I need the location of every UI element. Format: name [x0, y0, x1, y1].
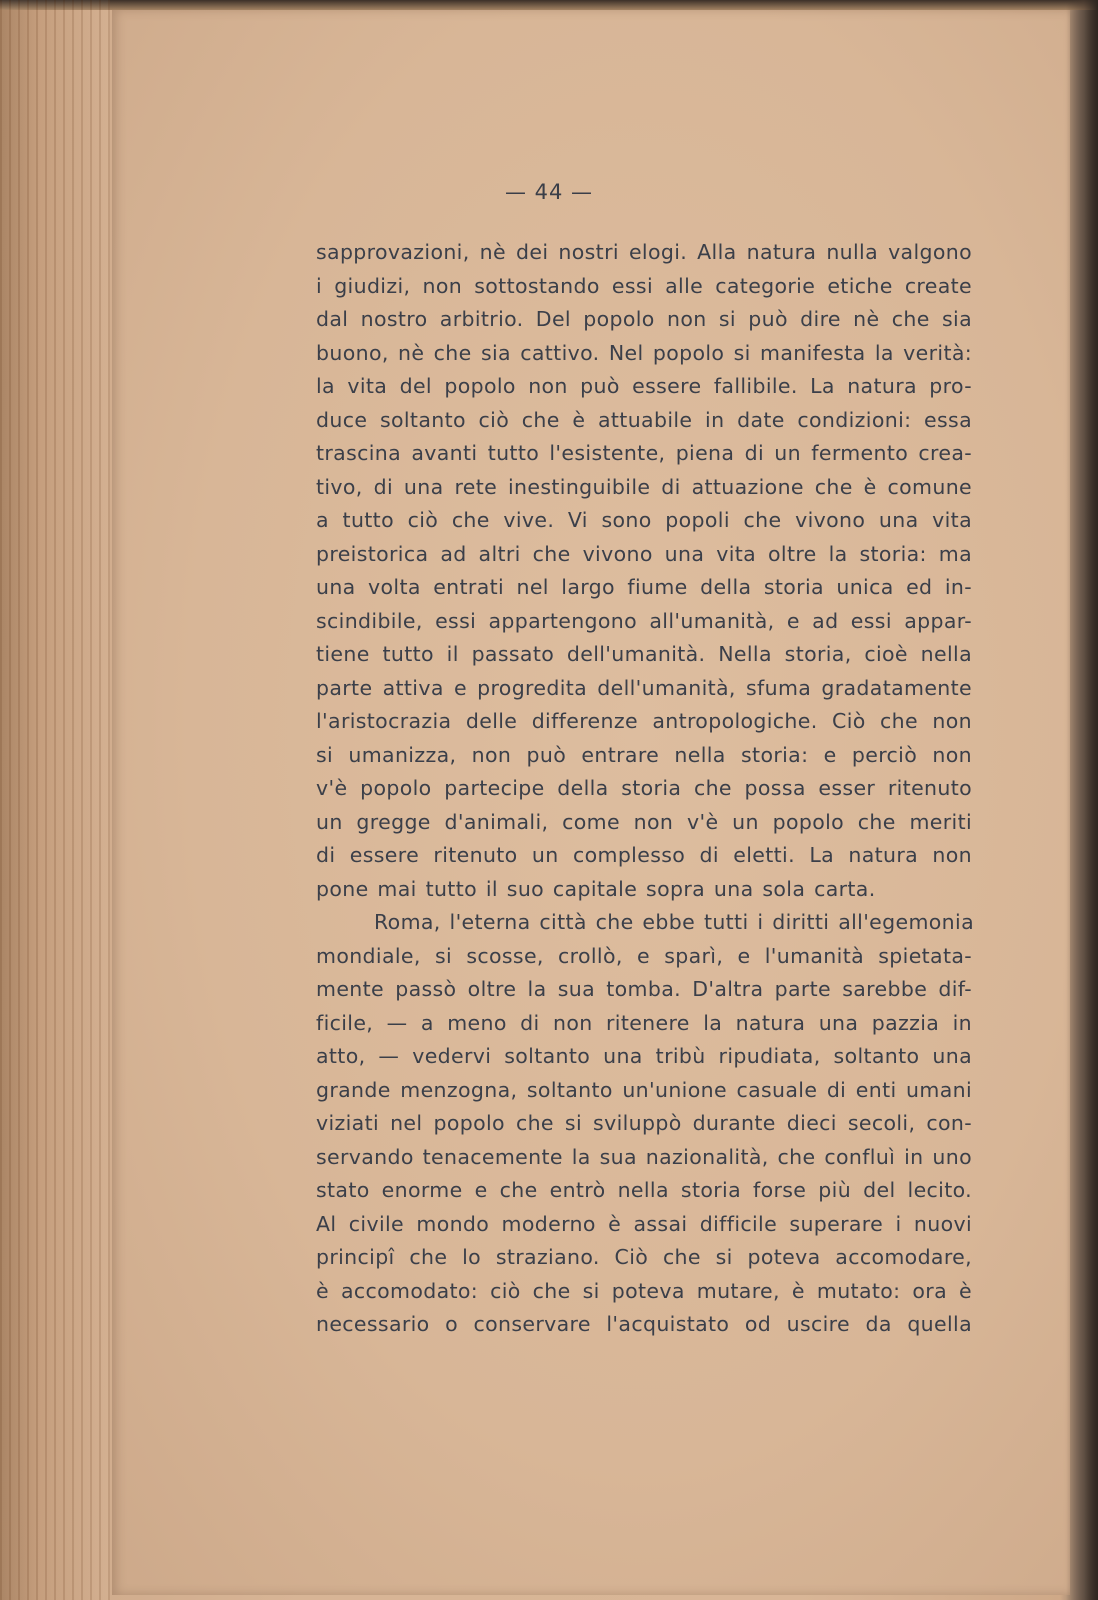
- text-line: i giudizi, non sottostando essi alle categorie etiche create: [316, 273, 972, 298]
- paragraph-end-line: pone mai tutto il suo capitale sopra una sola carta.: [316, 876, 876, 901]
- text-line: di essere ritenuto un complesso di eletti. La natura non: [316, 843, 972, 867]
- page-number: — 44 —: [504, 180, 594, 204]
- text-line: trascina avanti tutto l'esistente, piena di un fermento crea-: [316, 441, 972, 465]
- text-line: viziati nel popolo che si sviluppò durante dieci secoli, con-: [316, 1111, 972, 1135]
- text-line: necessario o conservare l'acquistato od uscire da quella: [316, 1312, 972, 1336]
- page-stack-edge: [0, 0, 110, 1600]
- text-line: tivo, di una rete inestinguibile di attuazione che è comune: [316, 474, 972, 499]
- text-line: atto, — vedervi soltanto una tribù ripudiata, soltanto una: [316, 1044, 972, 1068]
- top-edge-shadow: [0, 0, 1098, 10]
- text-line: l'aristocrazia delle differenze antropologiche. Ciò che non: [316, 709, 972, 733]
- text-line: mondiale, si scosse, crollò, e sparì, e l'umanità spietata-: [316, 943, 972, 968]
- text-line: v'è popolo partecipe della storia che possa esser ritenuto: [316, 776, 972, 800]
- text-line: parte attiva e progredita dell'umanità, sfuma gradatamente: [316, 675, 972, 700]
- paragraph-start-line: Roma, l'eterna città che ebbe tutti i diritti all'egemonia: [374, 910, 974, 934]
- text-line: duce soltanto ciò che è attuabile in date condizioni: essa: [316, 407, 972, 432]
- text-line: si umanizza, non può entrare nella storia: e perciò non: [316, 742, 972, 767]
- text-line: principî che lo straziano. Ciò che si poteva accomodare,: [316, 1245, 972, 1269]
- body-text: [316, 236, 972, 1342]
- text-line: una volta entrati nel largo fiume della storia unica ed in-: [316, 575, 972, 599]
- text-line: un gregge d'animali, come non v'è un popolo che meriti: [316, 809, 972, 834]
- text-line: servando tenacemente la sua nazionalità, che confluì in uno: [316, 1144, 972, 1169]
- text-line: buono, nè che sia cattivo. Nel popolo si manifesta la verità:: [316, 340, 972, 365]
- text-line: stato enorme e che entrò nella storia forse più del lecito.: [316, 1178, 972, 1202]
- text-line: sapprovazioni, nè dei nostri elogi. Alla natura nulla valgono: [316, 240, 972, 264]
- text-line: Al civile mondo moderno è assai difficile superare i nuovi: [316, 1211, 972, 1236]
- text-line: a tutto ciò che vive. Vi sono popoli che vivono una vita: [316, 508, 972, 532]
- text-line: mente passò oltre la sua tomba. D'altra parte sarebbe dif-: [316, 977, 972, 1001]
- text-line: grande menzogna, soltanto un'unione casuale di enti umani: [316, 1077, 972, 1102]
- text-line: tiene tutto il passato dell'umanità. Nella storia, cioè nella: [316, 642, 972, 666]
- text-line: preistorica ad altri che vivono una vita oltre la storia: ma: [316, 541, 972, 566]
- text-line: scindibile, essi appartengono all'umanità, e ad essi appar-: [316, 608, 972, 633]
- text-line: la vita del popolo non può essere fallibile. La natura pro-: [316, 374, 972, 398]
- text-line: è accomodato: ciò che si poteva mutare, è mutato: ora è: [316, 1278, 972, 1303]
- text-line: ficile, — a meno di non ritenere la natura una pazzia in: [316, 1010, 972, 1035]
- text-line: dal nostro arbitrio. Del popolo non si può dire nè che sia: [316, 307, 972, 331]
- right-edge-shadow: [1066, 0, 1098, 1600]
